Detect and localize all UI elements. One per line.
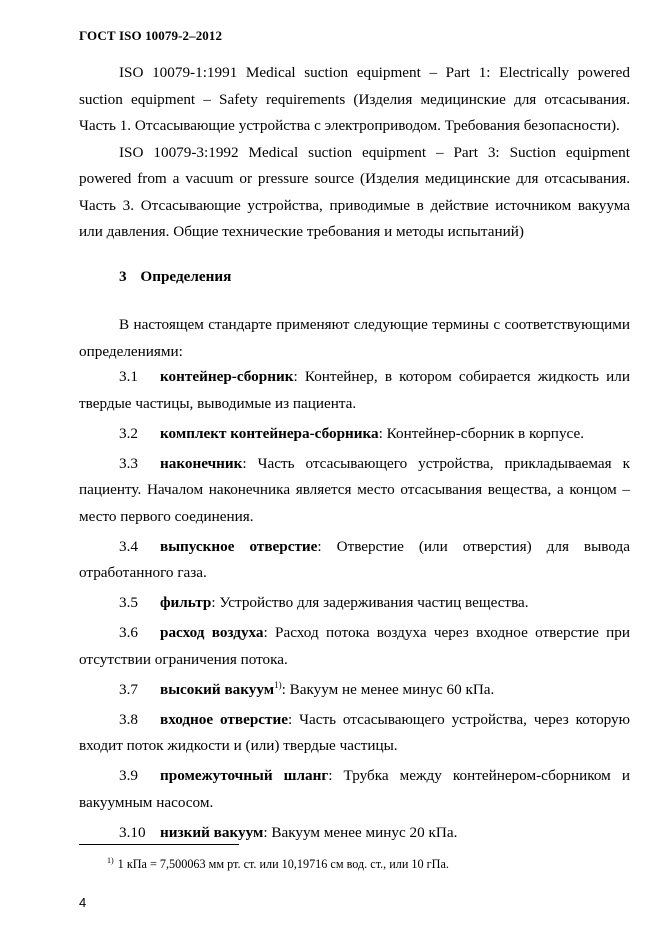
definition-term: низкий вакуум bbox=[160, 823, 264, 841]
reference-item: ISO 10079-3:1992 Medical suction equipment – Part 3: Suction equipment powered from a vacuum or pressure source (Изделия медицинские для отсасывания. Часть 3. Отсасывающие устройства, приводимые в действие источником вакуума или давления. Общие технические требования и методы испытаний) bbox=[79, 143, 630, 240]
definition-item bbox=[79, 707, 630, 760]
definition-number: 3.3 bbox=[119, 454, 138, 472]
definition-term: входное отверстие bbox=[160, 710, 288, 728]
definition-number: 3.10 bbox=[119, 823, 146, 841]
section-title: Определения bbox=[140, 268, 232, 285]
definition-item bbox=[79, 677, 630, 704]
footnote-divider bbox=[79, 844, 239, 845]
definition-number: 3.6 bbox=[119, 624, 138, 641]
definition-text: : Трубка между контейнером-сборником и вакуумным насосом. bbox=[79, 767, 630, 811]
reference-item: ISO 10079-1:1991 Medical suction equipment – Part 1: Electrically powered suction equipment – Safety requirements (Изделия медицинские для отсасывания. Часть 1. Отсасывающие устройства с электроприводом. Требования безопасности). bbox=[79, 64, 630, 134]
definition-term: контейнер-сборник bbox=[160, 368, 294, 385]
definition-item bbox=[79, 534, 630, 587]
definition-item bbox=[79, 820, 630, 847]
definition-term: выпускное отверстие bbox=[160, 537, 318, 555]
definition-text: : Вакуум менее минус 20 кПа. bbox=[263, 823, 458, 841]
definition-item bbox=[79, 451, 630, 531]
definition-number: 3.1 bbox=[119, 368, 138, 385]
definition-number: 3.9 bbox=[119, 767, 138, 784]
definition-item bbox=[79, 364, 630, 417]
footnote bbox=[107, 857, 449, 872]
normative-references bbox=[79, 60, 630, 246]
footnote-marker: 1) bbox=[107, 855, 114, 865]
section-heading bbox=[119, 268, 231, 286]
definition-text: : Устройство для задерживания частиц вещества. bbox=[211, 594, 529, 611]
definition-text: : Часть отсасывающего устройства, прикладываемая к пациенту. Началом наконечника является место отсасывания вещества, а концом – место первого соединения. bbox=[79, 454, 630, 525]
definition-number: 3.8 bbox=[119, 710, 138, 728]
definition-number: 3.7 bbox=[119, 680, 138, 698]
definition-term: высокий вакуум bbox=[160, 680, 275, 698]
definition-text: : Расход потока воздуха через входное отверстие при отсутствии ограничения потока. bbox=[79, 624, 630, 668]
definition-number: 3.4 bbox=[119, 537, 138, 555]
document-header: ГОСТ ISO 10079-2–2012 bbox=[79, 28, 223, 43]
definition-term: фильтр bbox=[160, 594, 212, 611]
definition-item bbox=[79, 590, 630, 617]
definition-item bbox=[79, 763, 630, 816]
definition-number: 3.5 bbox=[119, 594, 138, 611]
page-number: 4 bbox=[79, 895, 87, 910]
definition-term: промежуточный шланг bbox=[160, 767, 329, 784]
definition-text: : Отверстие (или отверстия) для вывода отработанного газа. bbox=[79, 537, 630, 581]
footnote-marker: 1) bbox=[274, 679, 282, 690]
definition-text: : Контейнер-сборник в корпусе. bbox=[378, 424, 584, 442]
definitions-list bbox=[79, 364, 630, 850]
definition-term: комплект контейнера-сборника bbox=[160, 424, 379, 442]
section-number: 3 bbox=[119, 268, 127, 285]
definition-text: : Часть отсасывающего устройства, через которую входит поток жидкости и (или) твердые частицы. bbox=[79, 710, 630, 754]
section-intro: В настоящем стандарте применяют следующие термины с соответствующими определениями: bbox=[79, 316, 630, 360]
definition-item bbox=[79, 421, 630, 448]
footnote-text: 1 кПа = 7,500063 мм рт. ст. или 10,19716 см вод. ст., или 10 гПа. bbox=[117, 857, 449, 871]
definition-text: : Контейнер, в котором собирается жидкость или твердые частицы, выводимые из пациента. bbox=[79, 368, 630, 412]
definition-term: наконечник bbox=[160, 454, 243, 472]
definition-number: 3.2 bbox=[119, 424, 138, 442]
definition-term: расход воздуха bbox=[160, 624, 264, 641]
definition-item bbox=[79, 620, 630, 673]
definition-text: : Вакуум не менее минус 60 кПа. bbox=[281, 680, 495, 698]
